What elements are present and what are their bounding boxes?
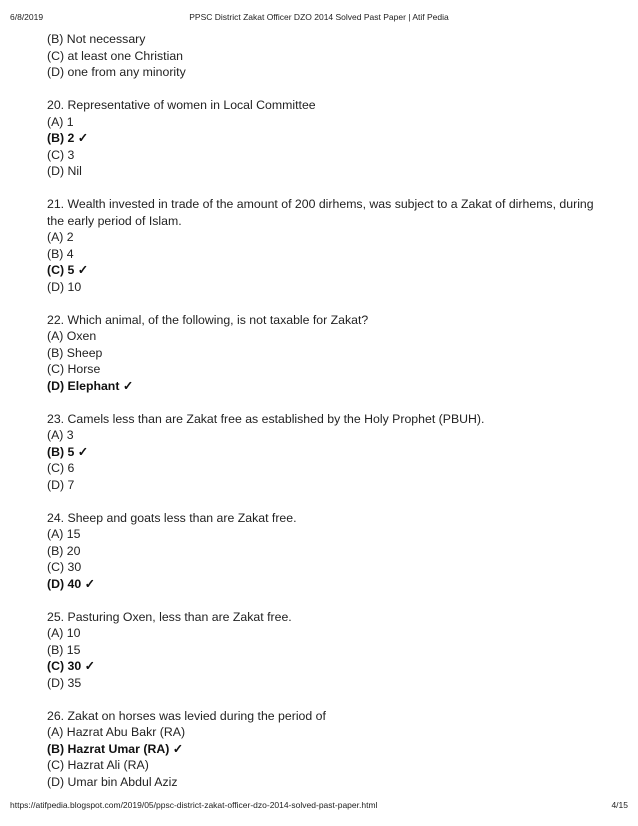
answer-option: (B) 15 [47, 642, 81, 657]
block-spacer [47, 592, 598, 609]
answer-option: (B) 20 [47, 543, 81, 558]
correct-answer-option: (B) 2 ✓ [47, 131, 89, 145]
answer-option: (B) Not necessary [47, 32, 146, 46]
answer-option: (B) 4 [47, 246, 74, 261]
correct-answer-option: (B) 5 ✓ [47, 444, 89, 459]
answer-option: (D) Nil [47, 164, 82, 178]
block-spacer [47, 691, 598, 708]
block-spacer [47, 180, 598, 197]
answer-option: (C) 30 [47, 560, 82, 574]
page-url-link[interactable]: https://atifpedia.blogspot.com/2019/05/ppsc-district-zakat-officer-dzo-2014-solved-past-paper.html [10, 800, 378, 810]
block-spacer [47, 81, 598, 98]
correct-answer-option: (C) 5 ✓ [47, 263, 89, 277]
correct-answer-option: (B) Hazrat Umar (RA) ✓ [47, 741, 184, 756]
question-block [47, 411, 598, 494]
question-text: 24. Sheep and goats less than are Zakat free. [47, 510, 297, 525]
answer-option: (C) Hazrat Ali (RA) [47, 758, 149, 772]
answer-option: (C) at least one Christian [47, 48, 184, 63]
question-list [47, 31, 598, 790]
answer-option: (A) Oxen [47, 329, 97, 343]
question-text: 20. Representative of women in Local Committee [47, 98, 316, 112]
block-spacer [47, 394, 598, 411]
question-block [47, 97, 598, 180]
block-spacer [47, 493, 598, 510]
page-footer [10, 800, 628, 812]
answer-option: (D) 7 [47, 477, 75, 492]
correct-answer-option: (D) 40 ✓ [47, 576, 95, 591]
question-text: 23. Camels less than are Zakat free as established by the Holy Prophet (PBUH). [47, 411, 485, 426]
answer-option: (C) 6 [47, 461, 75, 475]
answer-option: (A) 3 [47, 428, 74, 442]
answer-option: (B) Sheep [47, 345, 103, 360]
answer-option: (D) one from any minority [47, 65, 186, 79]
question-text: 21. Wealth invested in trade of the amount of 200 dirhems, was subject to a Zakat of dirhems, during the early period of Islam. [47, 197, 594, 228]
answer-option: (C) 3 [47, 147, 75, 162]
answer-option: (D) 35 [47, 675, 82, 690]
question-text: 26. Zakat on horses was levied during the period of [47, 708, 326, 723]
answer-option: (C) Horse [47, 362, 101, 376]
answer-option: (D) Umar bin Abdul Aziz [47, 774, 178, 789]
answer-option: (A) 2 [47, 230, 74, 244]
correct-answer-option: (D) Elephant ✓ [47, 378, 134, 393]
answer-option: (A) 15 [47, 527, 81, 541]
question-block [47, 510, 598, 593]
print-date: 6/8/2019 [10, 12, 44, 22]
question-text: 25. Pasturing Oxen, less than are Zakat free. [47, 609, 292, 624]
answer-option: (D) 10 [47, 279, 82, 294]
question-text: 22. Which animal, of the following, is not taxable for Zakat? [47, 312, 369, 327]
question-block [47, 708, 598, 791]
correct-answer-option: (C) 30 ✓ [47, 659, 95, 673]
answer-option: (A) 10 [47, 626, 81, 640]
question-block [47, 609, 598, 692]
question-block [47, 312, 598, 395]
page-header [10, 12, 628, 24]
question-block [47, 196, 598, 295]
page-title: PPSC District Zakat Officer DZO 2014 Solved Past Paper | Atif Pedia [189, 12, 449, 22]
answer-option: (A) Hazrat Abu Bakr (RA) [47, 725, 186, 739]
page-number: 4/15 [611, 800, 628, 810]
question-block [47, 31, 598, 81]
answer-option: (A) 1 [47, 114, 74, 129]
block-spacer [47, 295, 598, 312]
